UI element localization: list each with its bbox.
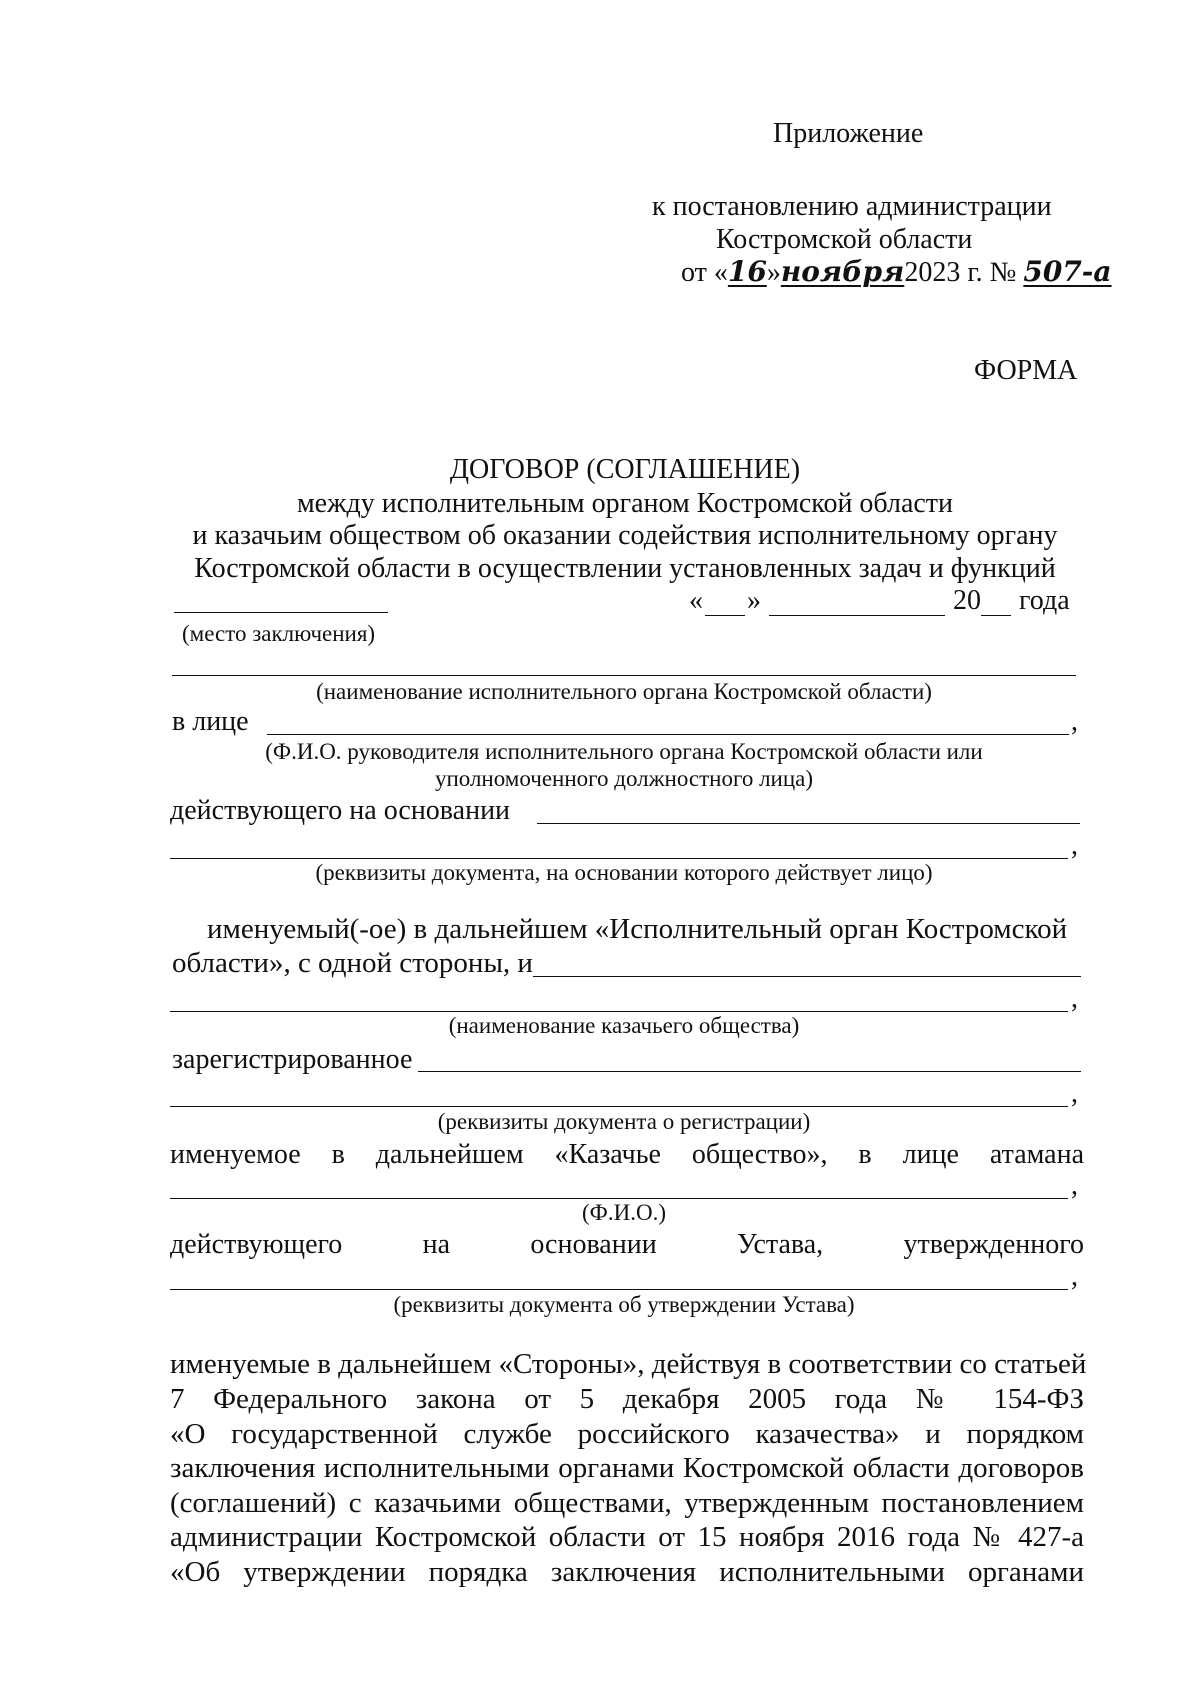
comma: , — [1071, 830, 1078, 861]
registration-blank-2 — [170, 1106, 1068, 1107]
body-line-2: 7 Федерального закона от 5 декабря 2005 года № 154-ФЗ — [170, 1383, 1084, 1415]
date-year: 2023 г. № — [904, 257, 1017, 288]
place-blank — [174, 612, 388, 613]
year-blank — [981, 587, 1011, 616]
charter-blank — [170, 1289, 1068, 1290]
body-line-4: заключения исполнительными органами Костромской области договоров — [170, 1452, 1084, 1484]
named-society-line: именуемое в дальнейшем «Казачье общество», в лице атамана — [170, 1139, 1084, 1170]
head-name-blank — [267, 734, 1069, 735]
date-mid: » — [766, 257, 781, 288]
caption-head-name-1: (Ф.И.О. руководителя исполнительного органа Костромской области или — [265, 739, 983, 764]
body-line-3: «О государственной службе российского казачества» и порядком — [170, 1418, 1084, 1450]
body-line-6: администрации Костромской области от 15 ноября 2016 года № 427-а — [170, 1521, 1084, 1553]
appendix-label: Приложение — [773, 118, 924, 149]
handwritten-number: 507-а — [1023, 255, 1112, 288]
date-line — [689, 587, 1070, 616]
in-person-label: в лице — [172, 706, 249, 737]
acting-basis-label: действующего на основании — [170, 795, 511, 826]
society-blank-1 — [533, 976, 1081, 977]
comma: , — [1071, 706, 1078, 737]
header-line-1: к постановлению администрации — [652, 191, 1052, 222]
date-close-quote: » — [747, 585, 761, 616]
comma: , — [1071, 983, 1078, 1014]
registered-label: зарегистрированное — [172, 1044, 413, 1075]
document-title: ДОГОВОР (СОГЛАШЕНИЕ) — [449, 454, 801, 485]
day-blank — [705, 587, 745, 616]
document-subtitle-3: Костромской области в осуществлении установленных задач и функций — [194, 553, 1056, 584]
date-century: 20 — [953, 585, 981, 616]
handwritten-day: 16 — [727, 255, 767, 288]
basis-blank-2 — [170, 858, 1068, 859]
named-organ-line-2: области», с одной стороны, и — [172, 947, 533, 979]
header-line-2: Костромской области — [716, 224, 973, 255]
date-open-quote: « — [689, 585, 703, 616]
ataman-blank — [170, 1198, 1068, 1199]
caption-fio: (Ф.И.О.) — [582, 1200, 666, 1225]
comma: , — [1071, 1261, 1078, 1292]
header-date-line — [681, 255, 1112, 288]
caption-place: (место заключения) — [182, 621, 376, 646]
body-line-7: «Об утверждении порядка заключения исполнительными органами — [170, 1556, 1084, 1588]
caption-head-name-2: уполномоченного должностного лица) — [434, 766, 814, 791]
acting-charter-line: действующего на основании Устава, утвержденного — [170, 1229, 1084, 1260]
document-subtitle-1: между исполнительным органом Костромской области — [296, 488, 954, 519]
caption-charter: (реквизиты документа об утверждении Устава) — [393, 1292, 855, 1317]
date-year-word: года — [1019, 585, 1070, 616]
comma: , — [1071, 1078, 1078, 1109]
named-organ-line-1: именуемый(-ое) в дальнейшем «Исполнительный орган Костромской — [207, 913, 1068, 945]
caption-registration: (реквизиты документа о регистрации) — [437, 1109, 811, 1134]
handwritten-month: ноября — [780, 255, 905, 288]
organ-name-blank — [172, 675, 1076, 676]
registration-blank-1 — [418, 1071, 1081, 1072]
month-blank — [769, 587, 945, 616]
date-prefix: от « — [681, 257, 728, 288]
society-blank-2 — [170, 1011, 1068, 1012]
caption-organ-name: (наименование исполнительного органа Костромской области) — [316, 679, 932, 704]
body-line-1: именуемые в дальнейшем «Стороны», действуя в соответствии со статьей — [170, 1348, 1087, 1380]
form-label: ФОРМА — [974, 355, 1078, 386]
caption-society-name: (наименование казачьего общества) — [448, 1013, 800, 1038]
caption-doc-basis: (реквизиты документа, на основании которого действует лицо) — [315, 860, 933, 885]
body-line-5: (соглашений) с казачьими обществами, утвержденным постановлением — [170, 1487, 1084, 1519]
document-subtitle-2: и казачьим обществом об оказании содействия исполнительному органу — [192, 520, 1058, 551]
basis-blank-1 — [537, 823, 1080, 824]
comma: , — [1071, 1170, 1078, 1201]
